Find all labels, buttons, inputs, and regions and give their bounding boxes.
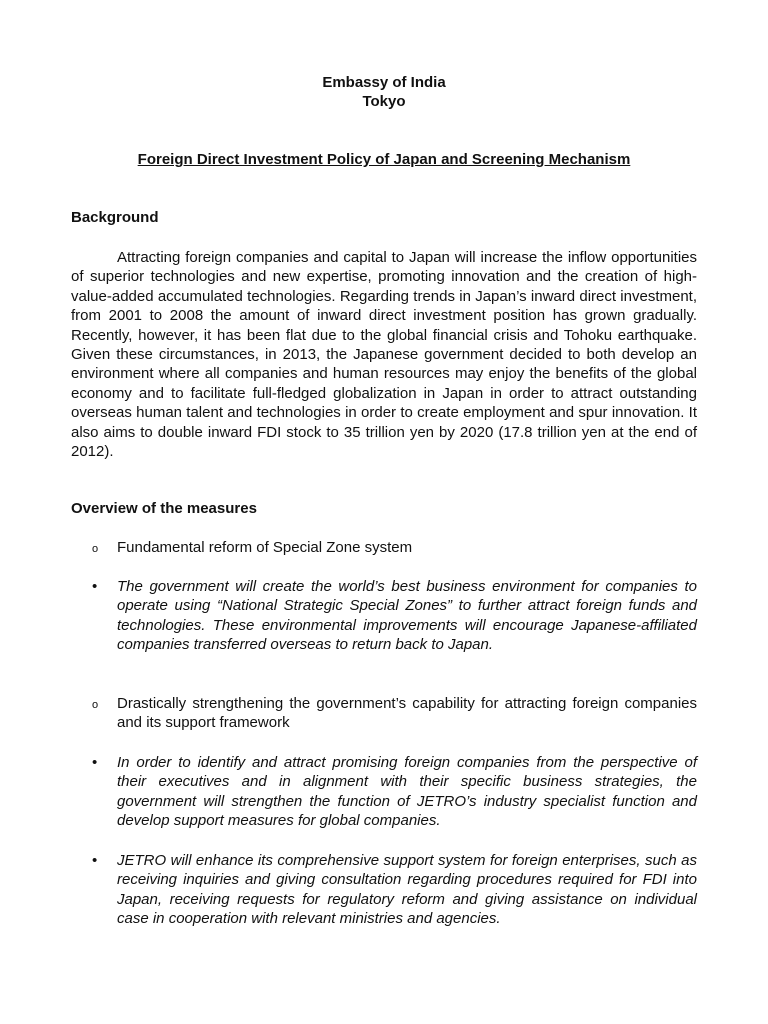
- circle-bullet-icon: o: [92, 699, 99, 711]
- background-paragraph: Attracting foreign companies and capital to Japan will increase the inflow opportunities of superior technologies and new expertise, promoting innovation and the creation of high-value-added accumulated technologies. Regarding trends in Japan’s inward direct investment, from 2001 to 2008 the amount of inward direct investment position has grown gradually. Recently, however, it has been flat due to the global financial crisis and Tohoku earthquake. Given these circumstances, in 2013, the Japanese government decided to both develop an environment where all companies and human resources may enjoy the benefits of the global economy and to facilitate full-fledged globalization in Japan in order to attract outstanding overseas human talent and technologies in order to create employment and spur innovation. It also aims to double inward FDI stock to 35 trillion yen by 2020 (17.8 trillion yen at the end of 2012).: [71, 249, 697, 461]
- bullet-icon: •: [92, 754, 98, 771]
- overview-heading: Overview of the measures: [71, 500, 257, 517]
- circle-bullet-icon: o: [92, 543, 99, 555]
- list-item: [92, 577, 697, 655]
- organization-city: Tokyo: [362, 93, 406, 110]
- bullet-icon: •: [92, 852, 98, 869]
- list-item: [92, 694, 697, 733]
- list-item: [92, 851, 697, 929]
- organization-name: Embassy of India: [322, 74, 446, 91]
- bullet-icon: •: [92, 578, 98, 595]
- list-item: [92, 753, 697, 831]
- list-item-text: The government will create the world’s best business environment for companies to operate using “National Strategic Special Zones” to further attract foreign funds and technologies. These environmental improvements will encourage Japanese-affiliated companies transferred overseas to return back to Japan.: [117, 578, 697, 654]
- list-item: [92, 538, 697, 557]
- document-title: Foreign Direct Investment Policy of Japan and Screening Mechanism: [137, 151, 631, 168]
- list-item-text: JETRO will enhance its comprehensive support system for foreign enterprises, such as receiving inquiries and giving consultation regarding procedures required for FDI into Japan, receiving requests for regulatory reform and giving assistance on individual case in cooperation with relevant ministries and agencies.: [117, 852, 697, 928]
- list-item-text: In order to identify and attract promising foreign companies from the perspective of their executives and in alignment with their specific business strategies, the government will strengthen the function of JETRO’s industry specialist function and develop support measures for global companies.: [117, 754, 697, 830]
- list-item-text: Drastically strengthening the government’s capability for attracting foreign companies and its support framework: [117, 695, 697, 732]
- list-item-text: Fundamental reform of Special Zone system: [117, 539, 413, 556]
- background-heading: Background: [71, 209, 159, 226]
